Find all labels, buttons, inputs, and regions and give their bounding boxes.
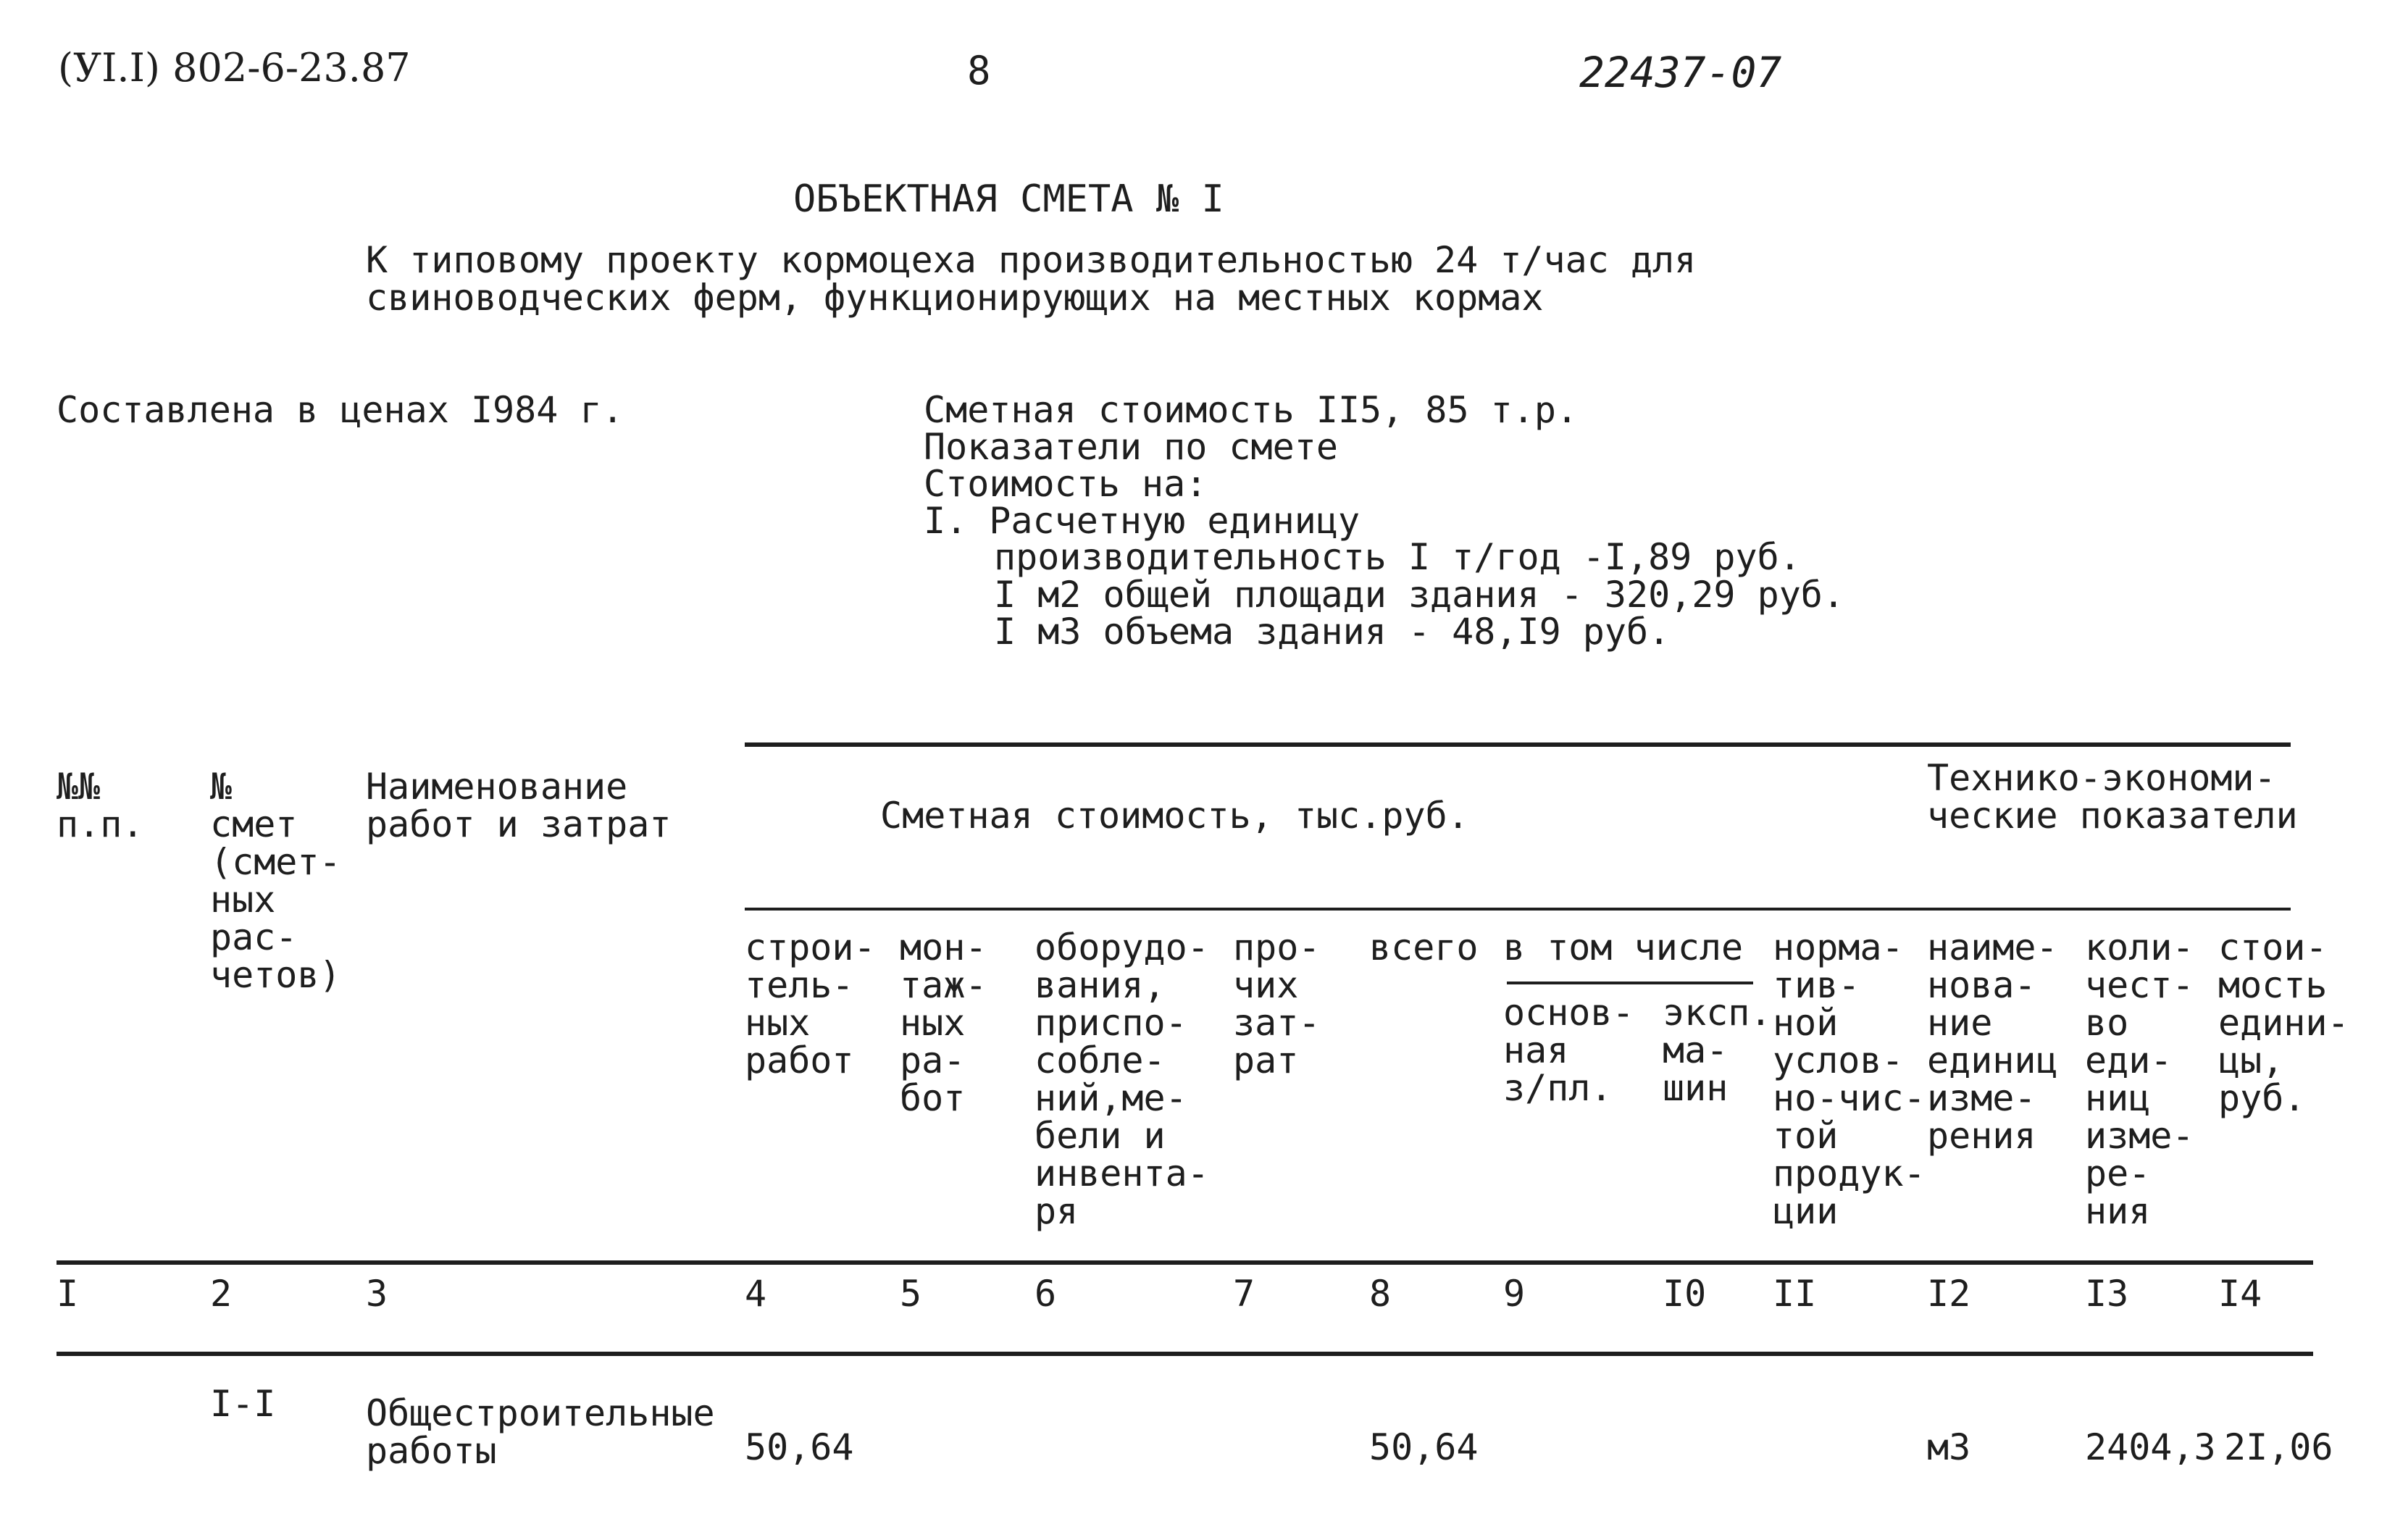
project-number: 22437-07 [1579, 48, 1782, 97]
column-number: 7 [1233, 1273, 1255, 1315]
row-work-name: Общестроительные работы [366, 1392, 715, 1472]
unit-heading: I. Расчетную единицу [924, 500, 1360, 542]
column-number: I3 [2085, 1273, 2129, 1315]
column-number: 5 [900, 1273, 922, 1315]
row-total-cost: 50,64 [1369, 1426, 1479, 1468]
header-other-costs: про- чих зат- рат [1233, 926, 1321, 1081]
document-subtitle-line-2: свиноводческих ферм, функционирующих на местных кормах [366, 277, 1544, 319]
header-in-that-number: в том числе [1503, 926, 1744, 968]
header-unit-quantity: коли- чест- во еди- ниц изме- ре- ния [2085, 926, 2194, 1232]
column-number: 3 [366, 1273, 388, 1315]
header-machine-operation: эксп. ма- шин [1663, 992, 1772, 1109]
cost-per-volume: I м3 объема здания - 48,I9 руб. [994, 611, 1671, 653]
header-equipment: оборудо- вания, приспо- собле- ний,ме- бели и инвента- ря [1035, 926, 1209, 1232]
cost-per-area: I м2 общей площади здания - 320,29 руб. [994, 574, 1844, 616]
header-estimate-number: № смет (смет- ных рас- четов) [210, 766, 341, 996]
header-estimated-cost-group: Сметная стоимость, тыс.руб. [880, 795, 1469, 837]
header-net-product: норма- тив- ной услов- но-чис- той продук- ции [1773, 926, 1926, 1232]
header-construction-works: строи- тель- ных работ [745, 926, 876, 1081]
table-header-bottom-rule [57, 1260, 2313, 1265]
document-title: ОБЪЕКТНАЯ СМЕТА № I [793, 177, 1224, 221]
column-number: I2 [1927, 1273, 1971, 1315]
row-quantity: 2404,3 [2085, 1426, 2216, 1468]
column-number: 9 [1503, 1273, 1526, 1315]
estimated-cost: Сметная стоимость II5, 85 т.р. [924, 389, 1579, 431]
cost-per-heading: Стоимость на: [924, 463, 1208, 505]
header-item-number: №№ п.п. [57, 766, 144, 845]
column-number: II [1773, 1273, 1817, 1315]
row-construction-cost: 50,64 [745, 1426, 854, 1468]
row-unit: м3 [1927, 1426, 1971, 1468]
table-top-rule [745, 742, 2291, 747]
row-estimate-number: I-I [210, 1383, 276, 1425]
header-unit-name: наиме- нова- ние единиц изме- рения [1927, 926, 2058, 1157]
column-number: I0 [1663, 1273, 1707, 1315]
document-code: (УI.I) 802-6-23.87 [58, 45, 411, 91]
document-subtitle-line-1: К типовому проекту кормоцеха производительностью 24 т/час для [366, 239, 1697, 281]
column-numbers-bottom-rule [57, 1352, 2313, 1356]
column-number: I [57, 1273, 79, 1315]
header-total: всего [1369, 926, 1479, 968]
header-installation-works: мон- таж- ных ра- бот [900, 926, 987, 1119]
cost-per-capacity: производительность I т/год -I,89 руб. [994, 536, 1801, 578]
header-work-name: Наименование работ и затрат [366, 766, 672, 845]
header-technical-indicators-group: Технико-экономи- ческие показатели [1927, 757, 2298, 837]
column-number: 4 [745, 1273, 767, 1315]
column-number: 2 [210, 1273, 233, 1315]
column-number: I4 [2218, 1273, 2262, 1315]
indicators-heading: Показатели по смете [924, 426, 1338, 468]
table-subheader-rule [745, 908, 2291, 911]
in-that-number-rule [1507, 982, 1753, 984]
header-base-salary: основ- ная з/пл. [1503, 992, 1634, 1109]
header-unit-cost: стои- мость едини- цы, руб. [2218, 926, 2349, 1119]
column-number: 6 [1035, 1273, 1057, 1315]
page-number: 8 [967, 48, 991, 93]
prices-note: Составлена в ценах I984 г. [57, 389, 624, 431]
column-number: 8 [1369, 1273, 1392, 1315]
row-unit-cost: 2I,06 [2224, 1426, 2333, 1468]
